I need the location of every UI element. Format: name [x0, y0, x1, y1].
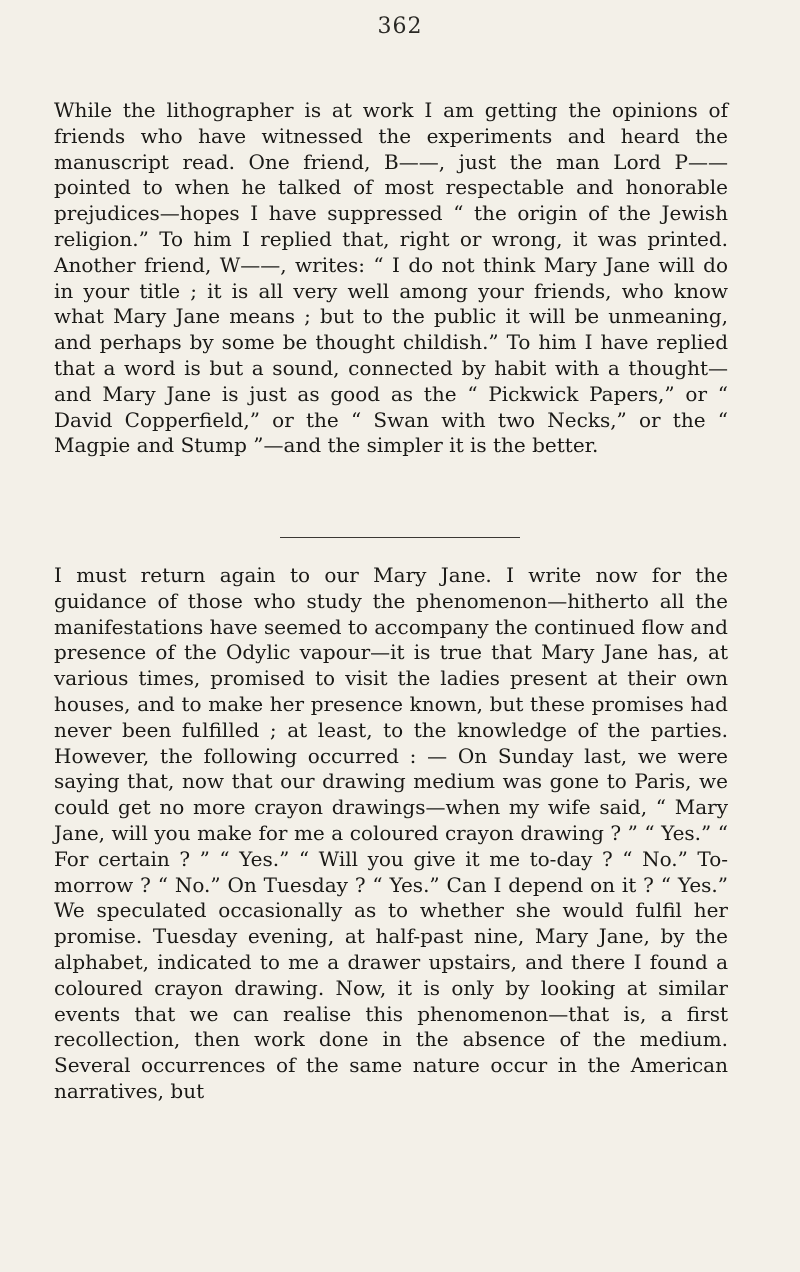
- paragraph-crayon-drawing: [54, 563, 728, 1105]
- section-divider: [280, 537, 520, 538]
- paragraph-text: While the lithographer is at work I am getting the opinions of friends who have witnessed the experiments and heard the manuscript read. One friend, B——, just the man Lord P—— pointed to when he talked of most respectable and honorable prejudices—hopes I have suppressed “ the origin of the Jewish religion.” To him I replied that, right or wrong, it was printed. Another friend, W——, writes: “ I do not think Mary Jane will do in your title ; it is all very well among your friends, who know what Mary Jane means ; but to the public it will be unmeaning, and perhaps by some be thought childish.” To him I have replied that a word is but a sound, connected by habit with a thought—and Mary Jane is just as good as the “ Pickwick Papers,” or “ David Copperfield,” or the “ Swan with two Necks,” or the “ Magpie and Stump ”—and the simpler it is the better.: [54, 98, 728, 458]
- paragraph-opinions: [54, 98, 728, 459]
- page-number: 362: [377, 14, 423, 39]
- paragraph-text: I must return again to our Mary Jane. I write now for the guidance of those who study the phenomenon—hitherto all the manifestations have seemed to accompany the continued flow and presence of the Odylic vapour—it is true that Mary Jane has, at various times, promised to visit the ladies present at their own houses, and to make her presence known, but these promises had never been fulfilled ; at least, to the knowledge of the parties. However, the following occurred : — On Sunday last, we were saying that, now that our drawing medium was gone to Paris, we could get no more crayon drawings—when my wife said, “ Mary Jane, will you make for me a coloured crayon drawing ? ” “ Yes.” “ For certain ? ” “ Yes.” “ Will you give it me to-day ? “ No.” To-morrow ? “ No.” On Tuesday ? “ Yes.” Can I depend on it ? “ Yes.” We speculated occasionally as to whether she would fulfil her promise. Tuesday evening, at half-past nine, Mary Jane, by the alphabet, indicated to me a drawer upstairs, and there I found a coloured crayon drawing. Now, it is only by looking at similar events that we can realise this phenomenon—that is, a first recollection, then work done in the absence of the medium. Several occurrences of the same nature occur in the American narratives, but: [54, 563, 728, 1103]
